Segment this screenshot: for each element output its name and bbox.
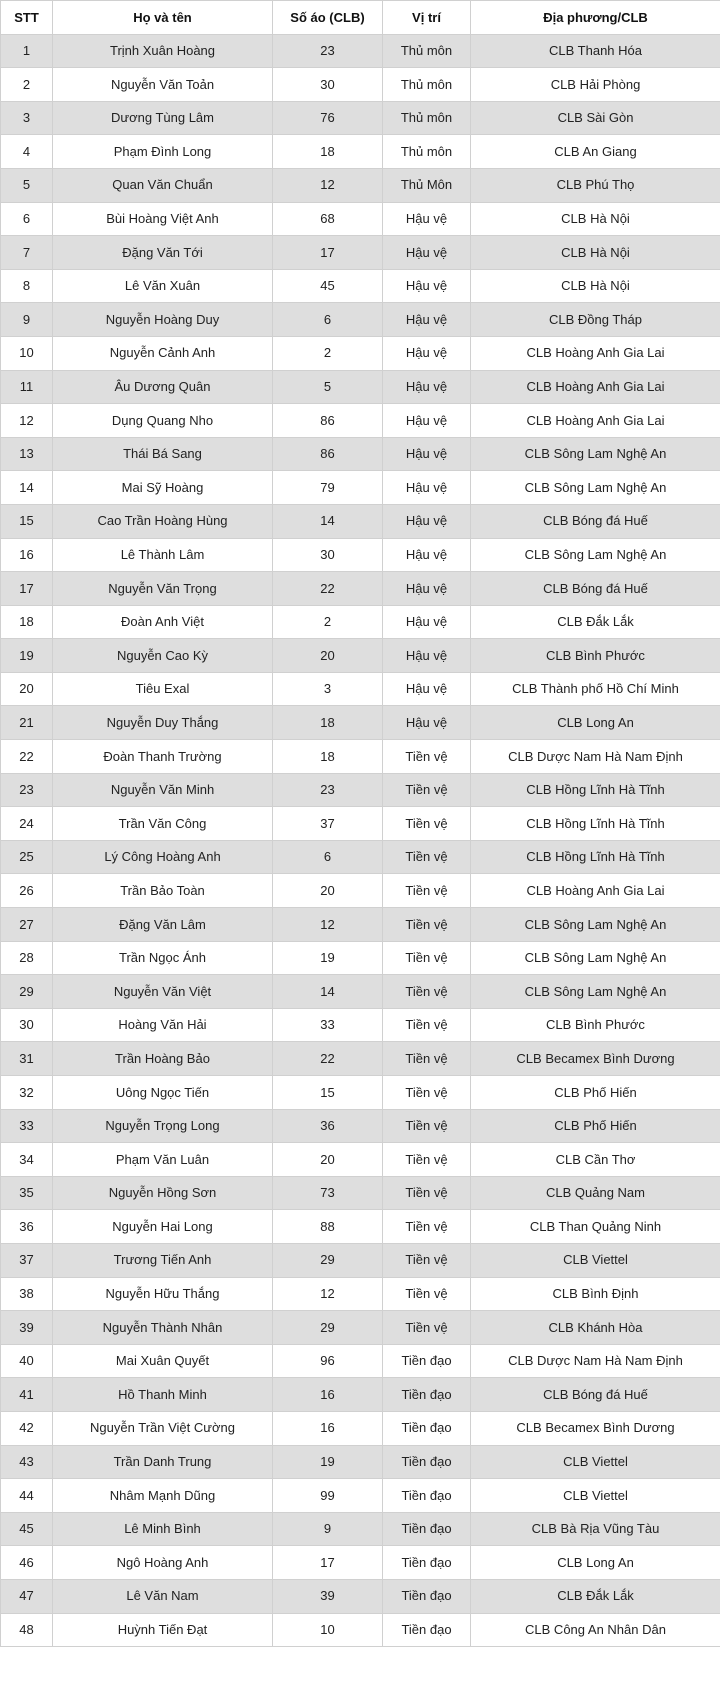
table-row — [1, 269, 720, 303]
cell-stt: 36 — [1, 1210, 53, 1244]
cell-name: Đặng Văn Lâm — [53, 908, 273, 942]
cell-stt: 12 — [1, 404, 53, 438]
cell-name: Nguyễn Hoàng Duy — [53, 303, 273, 337]
cell-shirt-number: 2 — [273, 336, 383, 370]
cell-shirt-number: 10 — [273, 1613, 383, 1647]
cell-position: Tiền vệ — [383, 1042, 471, 1076]
cell-shirt-number: 19 — [273, 1445, 383, 1479]
cell-shirt-number: 29 — [273, 1243, 383, 1277]
cell-position: Hậu vệ — [383, 404, 471, 438]
cell-name: Lê Văn Xuân — [53, 269, 273, 303]
cell-name: Nguyễn Trọng Long — [53, 1109, 273, 1143]
cell-club: CLB Dược Nam Hà Nam Định — [471, 740, 720, 774]
cell-club: CLB Sông Lam Nghệ An — [471, 908, 720, 942]
cell-position: Tiền vệ — [383, 1109, 471, 1143]
cell-stt: 21 — [1, 706, 53, 740]
cell-shirt-number: 86 — [273, 404, 383, 438]
cell-stt: 19 — [1, 639, 53, 673]
cell-shirt-number: 12 — [273, 1277, 383, 1311]
header-position: Vị trí — [383, 1, 471, 35]
cell-stt: 39 — [1, 1311, 53, 1345]
cell-club: CLB Sài Gòn — [471, 101, 720, 135]
table-row — [1, 168, 720, 202]
cell-shirt-number: 79 — [273, 471, 383, 505]
table-row — [1, 336, 720, 370]
cell-position: Tiền vệ — [383, 874, 471, 908]
cell-name: Nguyễn Văn Việt — [53, 975, 273, 1009]
cell-name: Đoàn Thanh Trường — [53, 740, 273, 774]
cell-shirt-number: 5 — [273, 370, 383, 404]
table-row — [1, 303, 720, 337]
cell-stt: 4 — [1, 135, 53, 169]
cell-name: Lê Thành Lâm — [53, 538, 273, 572]
table-row — [1, 572, 720, 606]
table-row — [1, 370, 720, 404]
cell-stt: 24 — [1, 807, 53, 841]
cell-name: Trần Danh Trung — [53, 1445, 273, 1479]
cell-shirt-number: 29 — [273, 1311, 383, 1345]
cell-club: CLB Long An — [471, 1546, 720, 1580]
table-row — [1, 1176, 720, 1210]
table-row — [1, 975, 720, 1009]
table-row — [1, 605, 720, 639]
cell-stt: 15 — [1, 504, 53, 538]
table-row — [1, 1546, 720, 1580]
table-row — [1, 135, 720, 169]
cell-position: Hậu vệ — [383, 672, 471, 706]
cell-position: Tiền vệ — [383, 908, 471, 942]
cell-shirt-number: 23 — [273, 773, 383, 807]
cell-position: Tiền vệ — [383, 773, 471, 807]
cell-name: Trần Văn Công — [53, 807, 273, 841]
header-stt: STT — [1, 1, 53, 35]
cell-stt: 38 — [1, 1277, 53, 1311]
cell-shirt-number: 6 — [273, 840, 383, 874]
table-row — [1, 1243, 720, 1277]
cell-shirt-number: 76 — [273, 101, 383, 135]
table-row — [1, 1579, 720, 1613]
cell-club: CLB Becamex Bình Dương — [471, 1042, 720, 1076]
table-row — [1, 1008, 720, 1042]
table-row — [1, 101, 720, 135]
table-row — [1, 740, 720, 774]
cell-club: CLB Hà Nội — [471, 269, 720, 303]
table-row — [1, 1210, 720, 1244]
cell-club: CLB Bóng đá Huế — [471, 572, 720, 606]
cell-club: CLB Đồng Tháp — [471, 303, 720, 337]
cell-name: Nguyễn Cao Kỳ — [53, 639, 273, 673]
cell-name: Hồ Thanh Minh — [53, 1378, 273, 1412]
cell-name: Nguyễn Hồng Sơn — [53, 1176, 273, 1210]
cell-name: Trịnh Xuân Hoàng — [53, 34, 273, 68]
cell-shirt-number: 33 — [273, 1008, 383, 1042]
cell-shirt-number: 18 — [273, 135, 383, 169]
table-row — [1, 874, 720, 908]
cell-position: Tiền vệ — [383, 1176, 471, 1210]
cell-name: Lê Văn Nam — [53, 1579, 273, 1613]
cell-position: Hậu vệ — [383, 504, 471, 538]
cell-club: CLB Sông Lam Nghệ An — [471, 538, 720, 572]
cell-stt: 18 — [1, 605, 53, 639]
cell-position: Hậu vệ — [383, 269, 471, 303]
cell-name: Phạm Đình Long — [53, 135, 273, 169]
table-row — [1, 1143, 720, 1177]
cell-stt: 34 — [1, 1143, 53, 1177]
cell-position: Hậu vệ — [383, 336, 471, 370]
table-body — [1, 34, 720, 1647]
table-row — [1, 639, 720, 673]
cell-club: CLB Thành phố Hồ Chí Minh — [471, 672, 720, 706]
cell-name: Trương Tiến Anh — [53, 1243, 273, 1277]
cell-stt: 8 — [1, 269, 53, 303]
cell-club: CLB Long An — [471, 706, 720, 740]
cell-shirt-number: 20 — [273, 874, 383, 908]
cell-shirt-number: 99 — [273, 1479, 383, 1513]
cell-position: Tiền đạo — [383, 1579, 471, 1613]
cell-club: CLB Hải Phòng — [471, 68, 720, 102]
cell-shirt-number: 19 — [273, 941, 383, 975]
cell-stt: 25 — [1, 840, 53, 874]
table-row — [1, 202, 720, 236]
cell-shirt-number: 22 — [273, 572, 383, 606]
cell-shirt-number: 17 — [273, 1546, 383, 1580]
cell-name: Âu Dương Quân — [53, 370, 273, 404]
cell-stt: 6 — [1, 202, 53, 236]
cell-name: Cao Trần Hoàng Hùng — [53, 504, 273, 538]
table-row — [1, 68, 720, 102]
cell-name: Uông Ngọc Tiến — [53, 1076, 273, 1110]
cell-position: Tiền đạo — [383, 1479, 471, 1513]
cell-position: Tiền vệ — [383, 941, 471, 975]
cell-stt: 17 — [1, 572, 53, 606]
table-row — [1, 1076, 720, 1110]
cell-stt: 13 — [1, 437, 53, 471]
cell-club: CLB Thanh Hóa — [471, 34, 720, 68]
cell-position: Hậu vệ — [383, 471, 471, 505]
cell-position: Tiền đạo — [383, 1411, 471, 1445]
cell-stt: 1 — [1, 34, 53, 68]
cell-stt: 2 — [1, 68, 53, 102]
cell-name: Dương Tùng Lâm — [53, 101, 273, 135]
cell-club: CLB Viettel — [471, 1445, 720, 1479]
table-row — [1, 840, 720, 874]
cell-club: CLB Công An Nhân Dân — [471, 1613, 720, 1647]
cell-shirt-number: 30 — [273, 538, 383, 572]
table-row — [1, 941, 720, 975]
cell-club: CLB An Giang — [471, 135, 720, 169]
cell-name: Nguyễn Văn Trọng — [53, 572, 273, 606]
table-row — [1, 504, 720, 538]
table-row — [1, 908, 720, 942]
table-row — [1, 1042, 720, 1076]
cell-club: CLB Sông Lam Nghệ An — [471, 975, 720, 1009]
table-row — [1, 1411, 720, 1445]
cell-stt: 5 — [1, 168, 53, 202]
cell-position: Thủ môn — [383, 68, 471, 102]
cell-position: Tiền vệ — [383, 1076, 471, 1110]
header-club: Địa phương/CLB — [471, 1, 720, 35]
cell-stt: 9 — [1, 303, 53, 337]
header-name: Họ và tên — [53, 1, 273, 35]
cell-shirt-number: 9 — [273, 1512, 383, 1546]
cell-shirt-number: 16 — [273, 1411, 383, 1445]
cell-club: CLB Phố Hiến — [471, 1076, 720, 1110]
cell-stt: 44 — [1, 1479, 53, 1513]
table-row — [1, 706, 720, 740]
cell-name: Trần Hoàng Bảo — [53, 1042, 273, 1076]
cell-club: CLB Hoàng Anh Gia Lai — [471, 370, 720, 404]
cell-club: CLB Đắk Lắk — [471, 605, 720, 639]
table-row — [1, 672, 720, 706]
cell-club: CLB Quảng Nam — [471, 1176, 720, 1210]
cell-stt: 3 — [1, 101, 53, 135]
cell-stt: 33 — [1, 1109, 53, 1143]
cell-shirt-number: 16 — [273, 1378, 383, 1412]
cell-stt: 23 — [1, 773, 53, 807]
table-row — [1, 236, 720, 270]
cell-position: Tiền vệ — [383, 740, 471, 774]
table-row — [1, 1613, 720, 1647]
cell-name: Trần Ngọc Ánh — [53, 941, 273, 975]
cell-shirt-number: 15 — [273, 1076, 383, 1110]
cell-shirt-number: 36 — [273, 1109, 383, 1143]
table-row — [1, 471, 720, 505]
cell-stt: 20 — [1, 672, 53, 706]
table-row — [1, 1479, 720, 1513]
cell-club: CLB Hồng Lĩnh Hà Tĩnh — [471, 773, 720, 807]
cell-position: Tiền đạo — [383, 1546, 471, 1580]
cell-shirt-number: 17 — [273, 236, 383, 270]
cell-shirt-number: 12 — [273, 168, 383, 202]
cell-position: Tiền vệ — [383, 1008, 471, 1042]
cell-club: CLB Khánh Hòa — [471, 1311, 720, 1345]
cell-position: Tiền đạo — [383, 1512, 471, 1546]
cell-shirt-number: 86 — [273, 437, 383, 471]
cell-position: Tiền đạo — [383, 1344, 471, 1378]
cell-position: Hậu vệ — [383, 370, 471, 404]
cell-club: CLB Cần Thơ — [471, 1143, 720, 1177]
cell-shirt-number: 23 — [273, 34, 383, 68]
cell-name: Nguyễn Cảnh Anh — [53, 336, 273, 370]
cell-position: Tiền vệ — [383, 1210, 471, 1244]
cell-name: Nguyễn Văn Toản — [53, 68, 273, 102]
cell-club: CLB Hoàng Anh Gia Lai — [471, 874, 720, 908]
cell-shirt-number: 3 — [273, 672, 383, 706]
cell-name: Bùi Hoàng Việt Anh — [53, 202, 273, 236]
cell-club: CLB Dược Nam Hà Nam Định — [471, 1344, 720, 1378]
cell-stt: 26 — [1, 874, 53, 908]
cell-stt: 22 — [1, 740, 53, 774]
cell-name: Quan Văn Chuẩn — [53, 168, 273, 202]
cell-club: CLB Hoàng Anh Gia Lai — [471, 404, 720, 438]
cell-shirt-number: 22 — [273, 1042, 383, 1076]
cell-shirt-number: 20 — [273, 1143, 383, 1177]
cell-shirt-number: 39 — [273, 1579, 383, 1613]
cell-club: CLB Than Quảng Ninh — [471, 1210, 720, 1244]
cell-shirt-number: 20 — [273, 639, 383, 673]
cell-club: CLB Bình Phước — [471, 1008, 720, 1042]
cell-club: CLB Hoàng Anh Gia Lai — [471, 336, 720, 370]
cell-club: CLB Viettel — [471, 1243, 720, 1277]
cell-position: Thủ môn — [383, 135, 471, 169]
cell-position: Hậu vệ — [383, 202, 471, 236]
cell-position: Hậu vệ — [383, 706, 471, 740]
cell-name: Nguyễn Hữu Thắng — [53, 1277, 273, 1311]
table-row — [1, 1344, 720, 1378]
cell-shirt-number: 73 — [273, 1176, 383, 1210]
cell-stt: 11 — [1, 370, 53, 404]
cell-shirt-number: 45 — [273, 269, 383, 303]
cell-name: Phạm Văn Luân — [53, 1143, 273, 1177]
cell-position: Hậu vệ — [383, 572, 471, 606]
cell-position: Tiền vệ — [383, 1311, 471, 1345]
cell-stt: 41 — [1, 1378, 53, 1412]
cell-shirt-number: 6 — [273, 303, 383, 337]
cell-stt: 46 — [1, 1546, 53, 1580]
cell-position: Tiền vệ — [383, 807, 471, 841]
cell-name: Lý Công Hoàng Anh — [53, 840, 273, 874]
cell-club: CLB Bà Rịa Vũng Tàu — [471, 1512, 720, 1546]
cell-club: CLB Sông Lam Nghệ An — [471, 471, 720, 505]
cell-shirt-number: 14 — [273, 504, 383, 538]
cell-position: Hậu vệ — [383, 639, 471, 673]
cell-shirt-number: 2 — [273, 605, 383, 639]
cell-name: Nguyễn Trần Việt Cường — [53, 1411, 273, 1445]
table-row — [1, 1378, 720, 1412]
cell-name: Ngô Hoàng Anh — [53, 1546, 273, 1580]
cell-name: Hoàng Văn Hải — [53, 1008, 273, 1042]
cell-shirt-number: 30 — [273, 68, 383, 102]
cell-name: Tiêu Exal — [53, 672, 273, 706]
table-row — [1, 1445, 720, 1479]
cell-name: Mai Sỹ Hoàng — [53, 471, 273, 505]
cell-name: Nguyễn Duy Thắng — [53, 706, 273, 740]
cell-club: CLB Hà Nội — [471, 202, 720, 236]
table-header — [1, 1, 720, 35]
cell-position: Hậu vệ — [383, 303, 471, 337]
cell-club: CLB Hà Nội — [471, 236, 720, 270]
cell-position: Tiền đạo — [383, 1445, 471, 1479]
table-row — [1, 1277, 720, 1311]
cell-shirt-number: 12 — [273, 908, 383, 942]
cell-stt: 10 — [1, 336, 53, 370]
cell-name: Dụng Quang Nho — [53, 404, 273, 438]
cell-position: Tiền đạo — [383, 1378, 471, 1412]
cell-position: Hậu vệ — [383, 538, 471, 572]
table-row — [1, 34, 720, 68]
cell-name: Trần Bảo Toàn — [53, 874, 273, 908]
cell-stt: 35 — [1, 1176, 53, 1210]
cell-name: Lê Minh Bình — [53, 1512, 273, 1546]
table-row — [1, 1512, 720, 1546]
cell-club: CLB Sông Lam Nghệ An — [471, 437, 720, 471]
cell-club: CLB Sông Lam Nghệ An — [471, 941, 720, 975]
cell-shirt-number: 18 — [273, 740, 383, 774]
cell-stt: 43 — [1, 1445, 53, 1479]
cell-stt: 29 — [1, 975, 53, 1009]
cell-position: Thủ môn — [383, 101, 471, 135]
cell-stt: 16 — [1, 538, 53, 572]
cell-name: Huỳnh Tiến Đạt — [53, 1613, 273, 1647]
table-row — [1, 773, 720, 807]
cell-stt: 27 — [1, 908, 53, 942]
cell-club: CLB Hồng Lĩnh Hà Tĩnh — [471, 807, 720, 841]
cell-stt: 14 — [1, 471, 53, 505]
cell-stt: 42 — [1, 1411, 53, 1445]
cell-stt: 45 — [1, 1512, 53, 1546]
cell-position: Tiền vệ — [383, 1277, 471, 1311]
cell-shirt-number: 37 — [273, 807, 383, 841]
cell-club: CLB Bóng đá Huế — [471, 504, 720, 538]
cell-position: Tiền vệ — [383, 840, 471, 874]
cell-position: Tiền vệ — [383, 1243, 471, 1277]
cell-name: Đặng Văn Tới — [53, 236, 273, 270]
cell-stt: 32 — [1, 1076, 53, 1110]
cell-name: Đoàn Anh Việt — [53, 605, 273, 639]
cell-stt: 47 — [1, 1579, 53, 1613]
cell-name: Mai Xuân Quyết — [53, 1344, 273, 1378]
cell-name: Nhâm Mạnh Dũng — [53, 1479, 273, 1513]
cell-position: Thủ Môn — [383, 168, 471, 202]
cell-stt: 30 — [1, 1008, 53, 1042]
cell-club: CLB Viettel — [471, 1479, 720, 1513]
header-shirt-number: Số áo (CLB) — [273, 1, 383, 35]
cell-name: Nguyễn Thành Nhân — [53, 1311, 273, 1345]
cell-shirt-number: 88 — [273, 1210, 383, 1244]
cell-stt: 48 — [1, 1613, 53, 1647]
cell-shirt-number: 18 — [273, 706, 383, 740]
cell-club: CLB Hồng Lĩnh Hà Tĩnh — [471, 840, 720, 874]
cell-club: CLB Bình Phước — [471, 639, 720, 673]
header-row — [1, 1, 720, 35]
cell-stt: 7 — [1, 236, 53, 270]
cell-shirt-number: 68 — [273, 202, 383, 236]
cell-stt: 37 — [1, 1243, 53, 1277]
cell-position: Tiền vệ — [383, 975, 471, 1009]
table-row — [1, 437, 720, 471]
cell-position: Hậu vệ — [383, 236, 471, 270]
cell-club: CLB Becamex Bình Dương — [471, 1411, 720, 1445]
cell-name: Nguyễn Văn Minh — [53, 773, 273, 807]
cell-club: CLB Đắk Lắk — [471, 1579, 720, 1613]
cell-name: Thái Bá Sang — [53, 437, 273, 471]
cell-stt: 31 — [1, 1042, 53, 1076]
table-row — [1, 538, 720, 572]
cell-shirt-number: 96 — [273, 1344, 383, 1378]
cell-position: Hậu vệ — [383, 605, 471, 639]
cell-shirt-number: 14 — [273, 975, 383, 1009]
cell-name: Nguyễn Hai Long — [53, 1210, 273, 1244]
cell-position: Tiền đạo — [383, 1613, 471, 1647]
cell-stt: 28 — [1, 941, 53, 975]
cell-club: CLB Bình Định — [471, 1277, 720, 1311]
cell-club: CLB Phú Thọ — [471, 168, 720, 202]
cell-club: CLB Bóng đá Huế — [471, 1378, 720, 1412]
table-row — [1, 807, 720, 841]
cell-position: Hậu vệ — [383, 437, 471, 471]
table-row — [1, 404, 720, 438]
cell-position: Tiền vệ — [383, 1143, 471, 1177]
cell-club: CLB Phố Hiến — [471, 1109, 720, 1143]
cell-position: Thủ môn — [383, 34, 471, 68]
table-row — [1, 1109, 720, 1143]
table-row — [1, 1311, 720, 1345]
cell-stt: 40 — [1, 1344, 53, 1378]
